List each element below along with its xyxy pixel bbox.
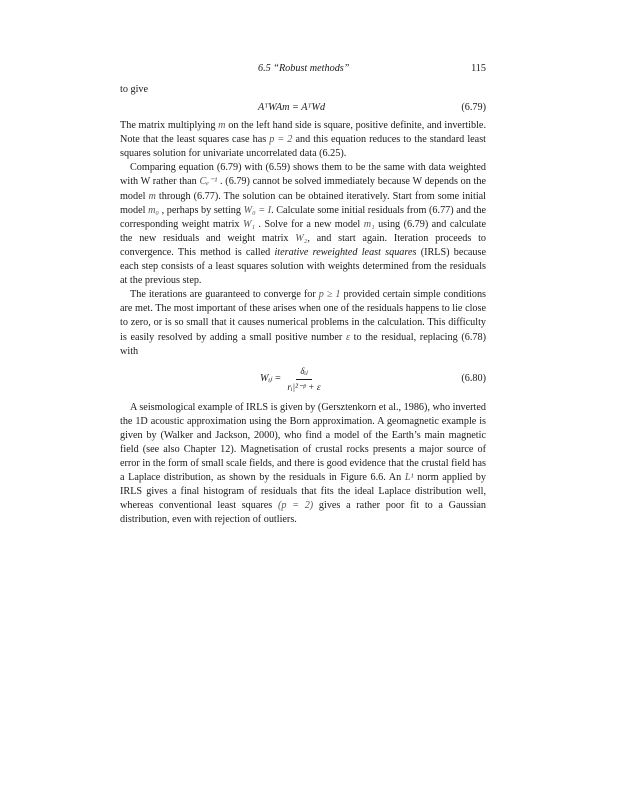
text-run: to the residual, replacing (6.78) with: [120, 331, 486, 357]
text-run: . Solve for a new model: [254, 218, 364, 230]
math-inline: m: [218, 120, 226, 132]
equation-6-79: [120, 97, 486, 119]
emphasis-term: iterative reweighted least squares: [274, 246, 417, 258]
equation-6-80-content: [260, 364, 321, 395]
paragraph-iteration: [120, 161, 486, 288]
text-run: The iterations are guaranteed to converge for: [130, 289, 319, 301]
text-run: . Calculate some initial residuals from (6.77) and the corresponding weight matrix: [120, 204, 487, 230]
paragraph-examples: [120, 401, 486, 528]
equation-6-80-lhs: Wᵢⱼ =: [260, 373, 282, 385]
paragraph-matrix: [120, 119, 486, 161]
text-run: gives a rather poor fit to a Gaussian distribution, even with rejection of outliers.: [120, 500, 486, 526]
page-number: 115: [471, 63, 486, 74]
equation-6-80: [120, 361, 486, 397]
math-inline: m₁: [363, 218, 375, 230]
fraction-denominator: rᵢ|²⁻ᵖ + ε: [287, 382, 321, 393]
text-run: using (6.79) and calculate the new residuals and weight matrix: [120, 218, 487, 244]
section-title: 6.5 “Robust methods”: [258, 63, 350, 74]
text-run: norm applied by IRLS gives a final histogram of residuals that fits the ideal Laplace distribution well, whereas conventional least squares: [120, 472, 486, 512]
math-inline: m: [148, 190, 156, 202]
math-inline: m₀: [148, 204, 159, 216]
math-inline: p = 2: [269, 134, 293, 146]
math-inline: W₀ = I: [243, 204, 272, 216]
text-run: Comparing equation (6.79) with (6.59) shows them to be the same with data weighted with W rather than: [120, 162, 486, 188]
text-run: and this equation reduces to the standard least squares solution for univariate uncorrelated data (6.25).: [120, 134, 487, 160]
fraction: [287, 364, 320, 395]
math-inline: ε: [345, 331, 350, 343]
text-run: on the left hand side is square, positive definite, and invertible. Note that the least squares case has: [120, 120, 486, 146]
fraction-numerator: δᵢⱼ: [296, 364, 311, 380]
math-inline: W₂: [295, 232, 308, 244]
equation-6-80-number: (6.80): [461, 372, 486, 384]
text-run: through (6.77). The solution can be obtained iteratively. Start from some initial model: [120, 190, 487, 216]
paragraph-lead: [120, 83, 486, 97]
math-inline: W₁: [242, 218, 255, 230]
lead-text: to give: [120, 84, 149, 95]
running-head: [120, 62, 486, 76]
equation-6-79-number: (6.79): [461, 102, 486, 114]
text-run: A seismological example of IRLS is given by (Gersztenkorn et al., 1986), who inverted the 1D acoustic approximation using the Born approximation. A geomagnetic example is given by (Walker and Jackson, 2000), who find a model of the Earth’s main magnetic field (see also Chapter 12). Magnetisation of crustal rocks presents a major source of error in the form of small scale fields, and there is good evidence that the crustal field has a Laplace distribution, as shown by the residuals in Figure 6.6. An: [120, 401, 486, 484]
math-inline: Cₑ⁻¹: [199, 176, 218, 188]
equation-6-79-content: AᵀWAm = AᵀWd: [258, 102, 326, 114]
book-page: [120, 62, 486, 528]
text-run: , perhaps by setting: [158, 204, 244, 216]
paragraph-convergence: [120, 288, 486, 358]
math-inline: p ≥ 1: [318, 289, 341, 301]
math-inline: (p = 2): [277, 500, 314, 512]
math-inline: L¹: [404, 472, 414, 484]
text-run: (IRLS) because each step consists of a least squares solution with weights determined from the residuals at the previous step.: [120, 246, 486, 287]
text-run: provided certain simple conditions are met. The most important of these arises when one of the residuals happens to lie close to zero, or is so small that it causes numerical problems in the calculation. This difficulty is easily resolved by adding a small positive number: [120, 289, 487, 343]
text-run: , and start again. Iteration proceeds to convergence. This method is called: [120, 232, 486, 258]
text-run: . (6.79) cannot be solved immediately because W depends on the model: [120, 176, 487, 202]
text-run: The matrix multiplying: [120, 120, 219, 132]
